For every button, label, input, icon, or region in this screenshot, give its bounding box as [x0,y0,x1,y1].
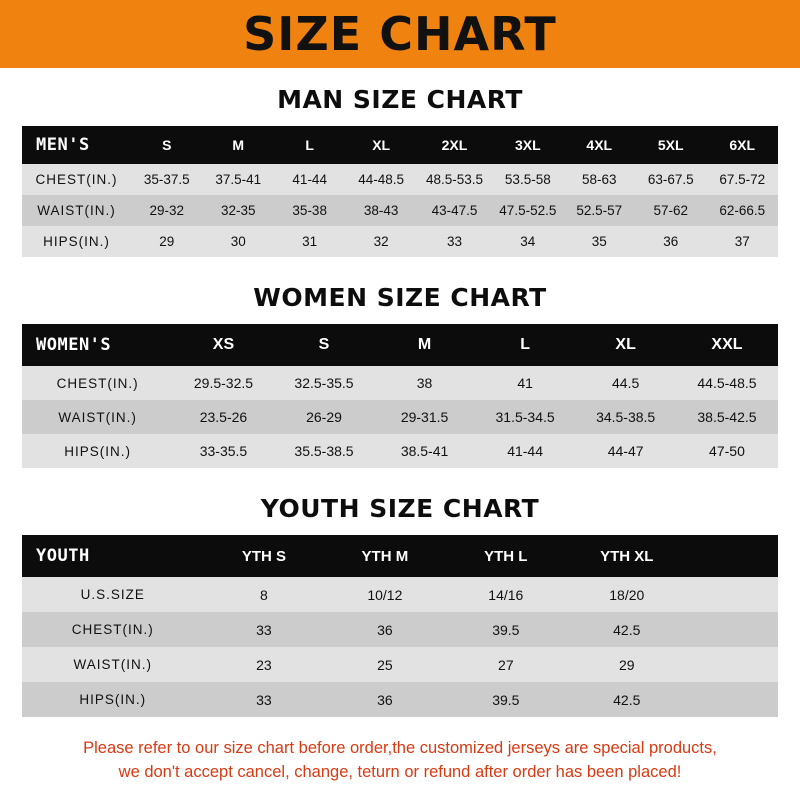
col-header: YTH M [324,535,445,577]
table-row [22,164,778,195]
cell: 41 [475,366,576,400]
content-area [0,85,800,785]
cell: 18/20 [566,577,687,612]
cell: 33 [417,226,492,257]
col-header-spacer [687,535,778,577]
cell: 42.5 [566,612,687,647]
cell: 10/12 [324,577,445,612]
table-header-row [22,126,778,164]
cell: 23 [203,647,324,682]
row-label: HIPS(IN.) [22,226,131,257]
col-header: M [203,126,274,164]
cell: 37 [706,226,778,257]
cell: 41-44 [274,164,345,195]
cell: 63-67.5 [635,164,706,195]
col-header: S [274,324,375,366]
cell: 36 [324,682,445,717]
cell: 8 [203,577,324,612]
cell: 35 [564,226,635,257]
women-size-table [22,324,778,468]
table-header-row [22,324,778,366]
cell: 27 [445,647,566,682]
row-label: WAIST(IN.) [22,400,173,434]
disclaimer-line-2: we don't accept cancel, change, teturn or refund after order has been placed! [118,762,682,781]
col-header: YOUTH [22,535,203,577]
cell: 38 [374,366,475,400]
cell: 35-38 [274,195,345,226]
cell: 35-37.5 [131,164,202,195]
table-header-row [22,535,778,577]
cell: 26-29 [274,400,375,434]
cell: 42.5 [566,682,687,717]
cell: 29-31.5 [374,400,475,434]
cell: 35.5-38.5 [274,434,375,468]
cell: 34 [492,226,563,257]
col-header: XL [345,126,416,164]
cell: 32.5-35.5 [274,366,375,400]
row-label: WAIST(IN.) [22,647,203,682]
cell: 14/16 [445,577,566,612]
row-label: CHEST(IN.) [22,612,203,647]
cell: 48.5-53.5 [417,164,492,195]
col-header: 5XL [635,126,706,164]
cell: 57-62 [635,195,706,226]
table-row [22,195,778,226]
col-header: 4XL [564,126,635,164]
col-header: L [475,324,576,366]
col-header: XL [575,324,676,366]
cell: 25 [324,647,445,682]
table-row [22,400,778,434]
cell: 37.5-41 [203,164,274,195]
cell: 36 [635,226,706,257]
cell: 44.5-48.5 [676,366,778,400]
cell: 32 [345,226,416,257]
youth-section-title: YOUTH SIZE CHART [260,494,540,523]
cell: 58-63 [564,164,635,195]
row-label: HIPS(IN.) [22,682,203,717]
col-header: 3XL [492,126,563,164]
cell: 44-47 [575,434,676,468]
col-header: XS [173,324,274,366]
disclaimer-note [22,737,778,785]
cell: 38.5-42.5 [676,400,778,434]
cell: 31 [274,226,345,257]
col-header: YTH S [203,535,324,577]
cell: 29.5-32.5 [173,366,274,400]
cell: 52.5-57 [564,195,635,226]
cell: 23.5-26 [173,400,274,434]
table-row [22,682,778,717]
table-row [22,366,778,400]
cell-spacer [687,682,778,717]
cell: 34.5-38.5 [575,400,676,434]
table-row [22,647,778,682]
cell-spacer [687,577,778,612]
man-size-table [22,126,778,257]
cell: 53.5-58 [492,164,563,195]
col-header: 2XL [417,126,492,164]
col-header: YTH L [445,535,566,577]
col-header: S [131,126,202,164]
cell: 31.5-34.5 [475,400,576,434]
man-section-title: MAN SIZE CHART [277,85,523,114]
cell: 38-43 [345,195,416,226]
cell: 44.5 [575,366,676,400]
col-header: L [274,126,345,164]
cell: 44-48.5 [345,164,416,195]
cell: 38.5-41 [374,434,475,468]
cell: 29 [566,647,687,682]
cell: 39.5 [445,612,566,647]
cell: 67.5-72 [706,164,778,195]
col-header: MEN'S [22,126,131,164]
cell: 29 [131,226,202,257]
col-header: XXL [676,324,778,366]
row-label: U.S.SIZE [22,577,203,612]
cell: 47.5-52.5 [492,195,563,226]
cell: 30 [203,226,274,257]
cell: 36 [324,612,445,647]
cell: 39.5 [445,682,566,717]
row-label: CHEST(IN.) [22,164,131,195]
table-row [22,577,778,612]
cell-spacer [687,647,778,682]
cell: 33-35.5 [173,434,274,468]
youth-size-table [22,535,778,717]
table-row [22,226,778,257]
page-title: SIZE CHART [243,7,557,61]
table-row [22,612,778,647]
cell: 32-35 [203,195,274,226]
women-section-title: WOMEN SIZE CHART [253,283,547,312]
cell: 33 [203,612,324,647]
row-label: CHEST(IN.) [22,366,173,400]
cell: 41-44 [475,434,576,468]
row-label: HIPS(IN.) [22,434,173,468]
col-header: 6XL [706,126,778,164]
cell: 62-66.5 [706,195,778,226]
cell-spacer [687,612,778,647]
cell: 43-47.5 [417,195,492,226]
cell: 33 [203,682,324,717]
disclaimer-line-1: Please refer to our size chart before order,the customized jerseys are special products, [83,739,717,757]
row-label: WAIST(IN.) [22,195,131,226]
cell: 47-50 [676,434,778,468]
col-header: WOMEN'S [22,324,173,366]
col-header: YTH XL [566,535,687,577]
table-row [22,434,778,468]
cell: 29-32 [131,195,202,226]
col-header: M [374,324,475,366]
header-banner [0,0,800,68]
